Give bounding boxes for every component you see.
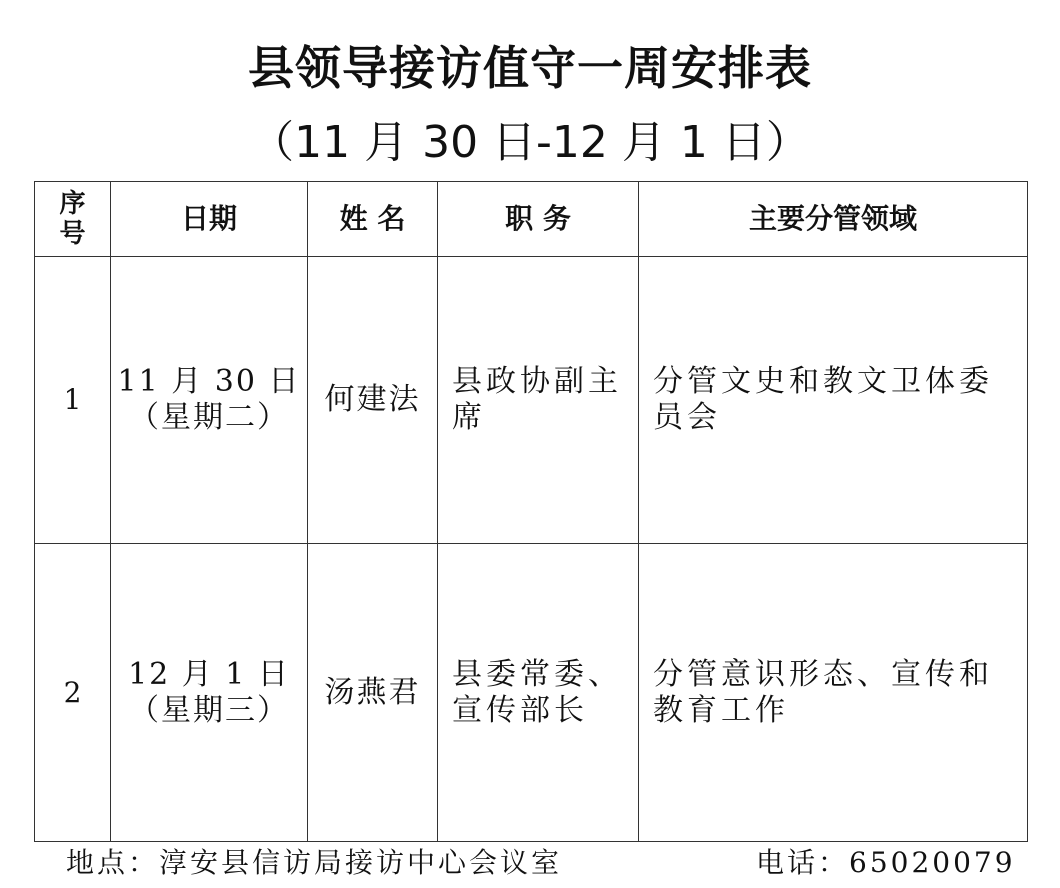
table-header-row [35,182,1028,257]
header-name: 姓 名 [308,182,438,257]
row-name: 何建法 [308,257,438,544]
table-row [35,257,1028,544]
row-seq: 2 [35,544,111,842]
row-area: 分管文史和教文卫体委员会 [639,257,1028,544]
document-title: 县领导接访值守一周安排表 [248,41,812,95]
header-post: 职 务 [438,182,639,257]
header-area: 主要分管领域 [639,182,1028,257]
row-area: 分管意识形态、宣传和教育工作 [639,544,1028,842]
table-row [35,544,1028,842]
row-post: 县委常委、宣传部长 [438,544,639,842]
row-name: 汤燕君 [308,544,438,842]
row-date-cell [111,544,308,842]
header-date: 日期 [111,182,308,257]
row-weekday: （星期二） [129,400,289,435]
header-seq [35,182,111,257]
footer-location: 地点：淳安县信访局接访中心会议室 [66,846,563,879]
row-date: 12 月 1 日 [128,656,290,692]
row-post: 县政协副主席 [438,257,639,544]
header-seq-label: 序号 [59,189,86,249]
footer-phone: 电话：65020079 [756,846,1016,879]
row-seq: 1 [35,257,111,544]
document-subtitle: （11 月 30 日-12 月 1 日） [250,117,810,168]
row-date-cell [111,257,308,544]
row-date: 11 月 30 日 [117,364,301,399]
row-weekday: （星期三） [129,692,289,728]
duty-schedule-table [34,181,1028,842]
